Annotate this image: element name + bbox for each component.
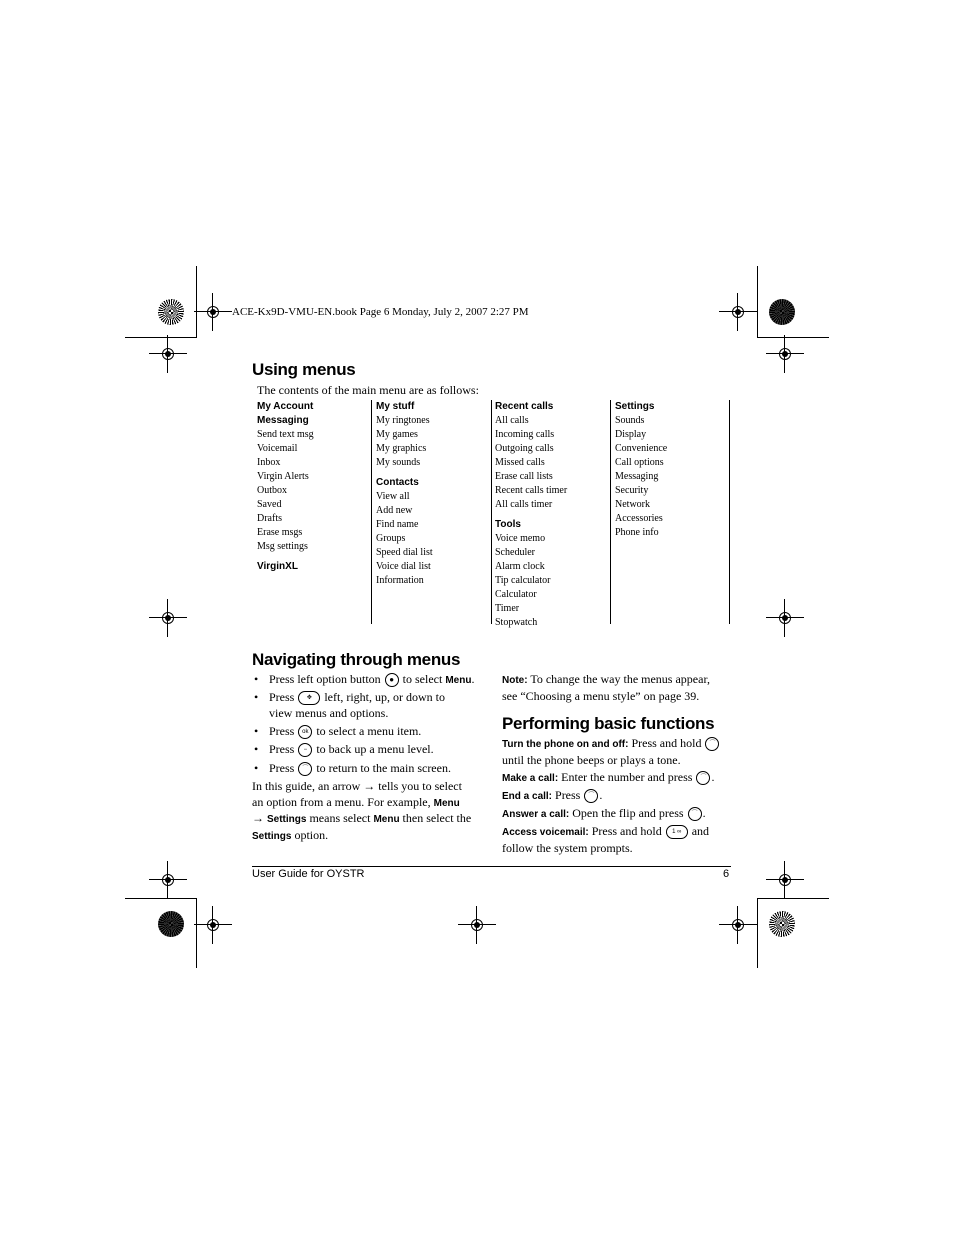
menu-item: All calls: [495, 415, 529, 426]
crosshair-mark: [468, 916, 486, 934]
menu-item: Timer: [495, 603, 520, 614]
menu-item: Convenience: [615, 443, 668, 454]
menu-item: Outbox: [257, 485, 287, 496]
crop-line: [757, 337, 829, 338]
function-label: Access voicemail:: [502, 827, 589, 838]
nav-bullet: • Press ⌒ to return to the main screen.: [254, 761, 451, 775]
function-item: [502, 736, 722, 768]
send-key-icon: ⌒: [696, 771, 710, 785]
bullet-text: to select: [402, 672, 443, 686]
crosshair-mark: [729, 916, 747, 934]
column-divider: [491, 400, 492, 624]
menu-item: Alarm clock: [495, 561, 545, 572]
nav-bullet: • Press left option button ● to select Menu.: [254, 672, 475, 686]
menu-item: Add new: [376, 505, 413, 516]
menu-item: My sounds: [376, 457, 421, 468]
menu-item: View all: [376, 491, 410, 502]
function-text: Press and hold: [591, 824, 662, 838]
menu-keyword: Menu: [373, 814, 400, 825]
menu-item: Scheduler: [495, 547, 535, 558]
menu-item: Voice memo: [495, 533, 546, 544]
crosshair-mark: [204, 916, 222, 934]
crop-line: [196, 898, 197, 968]
menu-item: Tip calculator: [495, 575, 551, 586]
back-key-icon: −: [298, 743, 312, 757]
registration-star-mark: [769, 299, 795, 325]
crop-line: [757, 266, 758, 338]
crosshair-mark: [776, 345, 794, 363]
end-key-icon: ⌒: [584, 789, 598, 803]
menu-item: Information: [376, 575, 424, 586]
menu-column-1: [257, 400, 367, 574]
function-text: .: [702, 806, 706, 820]
crosshair-mark: [159, 345, 177, 363]
function-text: until the phone beeps or plays a tone.: [502, 752, 681, 767]
arrow-symbol: →: [252, 811, 264, 825]
menu-item: Virgin Alerts: [257, 471, 309, 482]
function-label: Make a call:: [502, 773, 559, 784]
menu-item: Sounds: [615, 415, 645, 426]
menu-heading: Tools: [495, 519, 521, 530]
left-option-button-icon: ●: [385, 673, 399, 687]
function-text: and follow the system prompts.: [502, 824, 710, 855]
nav-bullet: • Press ✥ left, right, up, or down to view menus and options.: [254, 690, 445, 720]
note-text: To change the way the menus appear, see “Choosing a menu style” on page 39.: [502, 672, 710, 703]
crosshair-mark: [159, 871, 177, 889]
menu-item: Network: [615, 499, 650, 510]
function-item: [502, 770, 728, 787]
function-item: [502, 824, 728, 856]
function-text: .: [599, 788, 603, 802]
menu-column-2: [376, 400, 486, 588]
registration-star-mark: [158, 911, 184, 937]
menu-item: Recent calls timer: [495, 485, 568, 496]
footer-title: User Guide for OYSTR: [252, 868, 365, 880]
menu-item: Erase call lists: [495, 471, 553, 482]
bullet-text: to return to the main screen.: [316, 761, 451, 775]
function-item: [502, 788, 728, 805]
menu-heading: VirginXL: [257, 561, 298, 572]
function-text: .: [711, 770, 715, 784]
paragraph-text: means select: [309, 811, 371, 825]
paragraph-text: option.: [294, 827, 329, 842]
crosshair-mark: [776, 871, 794, 889]
menu-item: Messaging: [615, 471, 659, 482]
menu-item: Incoming calls: [495, 429, 555, 440]
bullet-text: to back up a menu level.: [316, 742, 434, 756]
bullet-text: Press: [269, 742, 295, 756]
page-number: 6: [723, 868, 730, 880]
menu-heading: Settings: [615, 401, 655, 412]
bullet-text: Press: [269, 724, 295, 738]
bullet-text: to select a menu item.: [316, 724, 422, 738]
menu-item: My ringtones: [376, 415, 430, 426]
menu-item: Missed calls: [495, 457, 545, 468]
crop-line: [125, 337, 197, 338]
menu-item: All calls timer: [495, 499, 553, 510]
arrow-explanation-paragraph: [252, 779, 474, 844]
crop-line: [196, 266, 197, 338]
send-key-icon: ⌒: [688, 807, 702, 821]
paragraph-text: then select the: [402, 811, 472, 825]
menu-heading: Contacts: [376, 477, 419, 488]
footer-rule: [252, 866, 731, 867]
note-block: [502, 672, 728, 704]
menu-item: My games: [376, 429, 418, 440]
menu-item: Speed dial list: [376, 547, 433, 558]
print-header: ACE-Kx9D-VMU-EN.book Page 6 Monday, July 2, 2007 2:27 PM: [232, 306, 529, 318]
navigation-key-icon: ✥: [298, 691, 320, 705]
section-title-basic-functions: Performing basic functions: [502, 714, 715, 733]
crop-line: [125, 898, 197, 899]
function-text: Press: [555, 788, 581, 802]
menu-item: My graphics: [376, 443, 427, 454]
bullet-text: left, right, up, or down to view menus and options.: [269, 690, 445, 720]
function-item: [502, 806, 728, 823]
bullet-text: Press: [269, 690, 295, 704]
function-text: Press and hold: [631, 736, 702, 750]
paragraph-text: In this guide, an arrow → tells you to select an option from a menu. For example,: [252, 779, 462, 809]
nav-bullet: • Press − to back up a menu level.: [254, 742, 434, 756]
menu-item: Stopwatch: [495, 617, 538, 628]
settings-keyword: Settings: [252, 830, 292, 842]
end-key-icon: ⌒: [705, 737, 719, 751]
menu-item: Drafts: [257, 513, 282, 524]
menu-column-4: [615, 400, 725, 540]
note-label: Note:: [502, 675, 528, 686]
column-divider: [729, 400, 730, 624]
function-text: Enter the number and press: [561, 770, 693, 784]
menu-keyword: Menu: [445, 675, 472, 686]
section-title-navigating: Navigating through menus: [252, 650, 461, 669]
menu-item: Security: [615, 485, 649, 496]
bullet-text: .: [471, 672, 475, 686]
bullet-text: Press: [269, 761, 295, 775]
column-divider: [371, 400, 372, 624]
crosshair-mark: [159, 609, 177, 627]
crosshair-mark: [729, 303, 747, 321]
function-label: End a call:: [502, 791, 553, 802]
registration-star-mark: [158, 299, 184, 325]
menu-heading: Messaging: [257, 415, 309, 426]
menu-item: Groups: [376, 533, 406, 544]
menu-item: Find name: [376, 519, 419, 530]
menu-item: Voice dial list: [376, 561, 431, 572]
menu-item: Outgoing calls: [495, 443, 554, 454]
menu-item: Display: [615, 429, 647, 440]
column-divider: [610, 400, 611, 624]
menu-item: Phone info: [615, 527, 659, 538]
menu-item: Accessories: [615, 513, 663, 524]
menu-heading: My Account: [257, 401, 314, 412]
menu-heading: Recent calls: [495, 401, 554, 412]
ok-key-icon: ok: [298, 725, 312, 739]
menu-item: Msg settings: [257, 541, 308, 552]
crosshair-mark: [776, 609, 794, 627]
nav-bullet: • Press ok to select a menu item.: [254, 724, 422, 738]
menu-item: Calculator: [495, 589, 537, 600]
function-label: Answer a call:: [502, 809, 570, 820]
menu-item: Saved: [257, 499, 282, 510]
menu-keyword: Menu: [433, 797, 460, 809]
function-text: Open the flip and press: [572, 806, 684, 820]
menu-item: Erase msgs: [257, 527, 303, 538]
menu-intro-text: The contents of the main menu are as follows:: [257, 383, 479, 397]
menu-item: Voicemail: [257, 443, 298, 454]
menu-item: Call options: [615, 457, 664, 468]
function-label: Turn the phone on and off:: [502, 739, 629, 750]
crop-line: [757, 898, 758, 968]
menu-column-3: [495, 400, 605, 630]
menu-item: Inbox: [257, 457, 281, 468]
menu-item: Send text msg: [257, 429, 314, 440]
end-key-icon: ⌒: [298, 762, 312, 776]
menu-heading: My stuff: [376, 401, 415, 412]
crop-line: [757, 898, 829, 899]
crosshair-mark: [204, 303, 222, 321]
settings-keyword: Settings: [267, 814, 307, 825]
registration-star-mark: [769, 911, 795, 937]
one-key-voicemail-icon: 1 ∞: [666, 825, 688, 839]
bullet-text: Press left option button: [269, 672, 381, 686]
section-title-using-menus: Using menus: [252, 360, 356, 379]
